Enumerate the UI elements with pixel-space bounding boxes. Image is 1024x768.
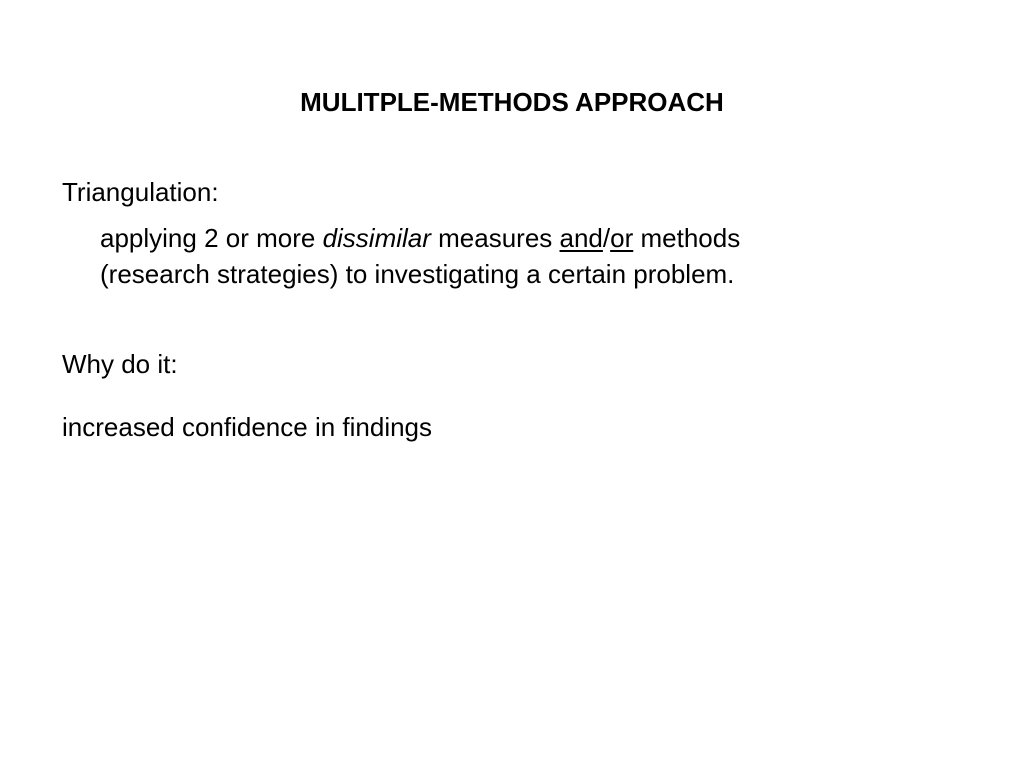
why-heading: Why do it: <box>62 349 178 379</box>
definition-text-part1: applying 2 or more <box>100 223 323 253</box>
definition-emphasis: dissimilar <box>322 223 431 253</box>
definition-line-1 <box>100 220 740 256</box>
definition-text-part2: measures <box>430 223 560 253</box>
definition-line-2: (research strategies) to investigating a certain problem. <box>100 259 735 289</box>
definition-or: or <box>610 223 634 253</box>
definition-text-part3: methods <box>633 223 741 253</box>
definition-slash: / <box>602 223 611 253</box>
slide-title: MULITPLE-METHODS APPROACH <box>300 87 724 117</box>
triangulation-heading: Triangulation: <box>62 177 219 207</box>
why-answer: increased confidence in findings <box>62 412 433 442</box>
definition-and: and <box>559 223 603 253</box>
